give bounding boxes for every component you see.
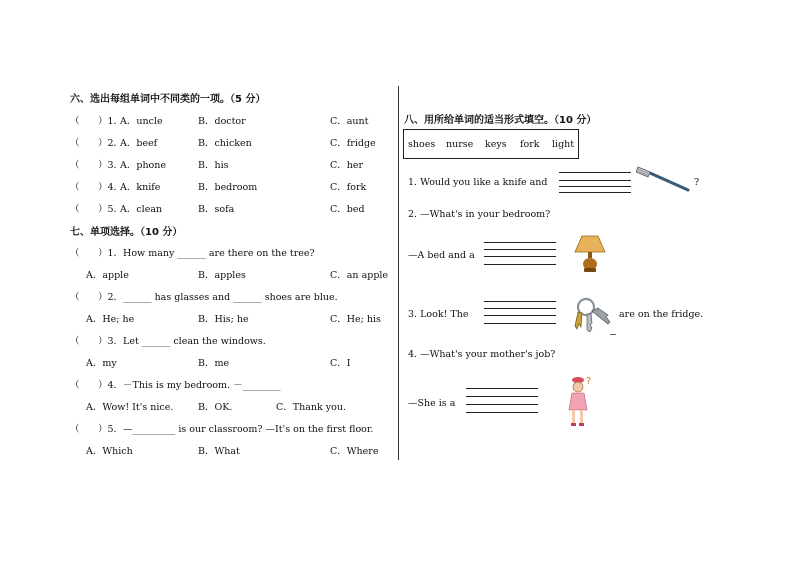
option-b: B．sofa [198, 204, 235, 215]
answer-paren[interactable]: （ [70, 160, 80, 171]
fill-question: 4. —What's your mother's job? [408, 349, 556, 360]
option-b: B．apples [198, 270, 246, 281]
option-c: C．fork [330, 182, 367, 193]
option-a: A．He; he [86, 314, 135, 325]
option-a: A．knife [120, 182, 161, 193]
option-b: B．What [198, 446, 240, 457]
answer-paren[interactable]: （ [70, 292, 80, 303]
svg-text:?: ? [586, 376, 592, 387]
column-divider [398, 86, 399, 460]
option-a: A．uncle [120, 116, 163, 127]
fill-answer-prompt: —A bed and a [408, 250, 475, 261]
question-text: ）4．－This is my bedroom. －________ [98, 380, 281, 391]
section7-title: 七、单项选择。（10 分） [70, 227, 183, 238]
word-bank-item: keys [485, 139, 507, 150]
option-a: A．beef [120, 138, 158, 149]
fill-question: 2. —What's in your bedroom? [408, 209, 551, 220]
answer-paren[interactable]: （ [70, 424, 80, 435]
nurse-icon [564, 374, 600, 428]
option-a: A．my [86, 358, 117, 369]
question-text: ）2．______ has glasses and ______ shoes are blue. [98, 292, 338, 303]
option-b: B．doctor [198, 116, 246, 127]
question-end: ? [694, 177, 700, 188]
option-c: C．Thank you. [276, 402, 347, 413]
word-bank-item: shoes [408, 139, 436, 150]
answer-paren[interactable]: （ [70, 138, 80, 149]
answer-paren[interactable]: （ [70, 204, 80, 215]
answer-paren[interactable]: （ [70, 336, 80, 347]
question-number: ）4． [98, 182, 124, 193]
question-number: ）1． [98, 116, 124, 127]
option-c: C．I [330, 358, 351, 369]
answer-paren[interactable]: （ [70, 380, 80, 391]
option-a: A．clean [120, 204, 163, 215]
answer-paren[interactable]: （ [70, 248, 80, 259]
option-c: C．her [330, 160, 364, 171]
option-a: A．phone [120, 160, 167, 171]
question-number: ）5． [98, 204, 124, 215]
option-c: C．fridge [330, 138, 376, 149]
question-text: ）5．—_________ is our classroom? —It's on the first floor. [98, 424, 374, 435]
question-number: ）2． [98, 138, 124, 149]
word-bank-item: fork [520, 139, 540, 150]
word-bank [403, 129, 579, 159]
question-number: ）3． [98, 160, 124, 171]
answer-paren[interactable]: （ [70, 116, 80, 127]
option-a: A．Which [86, 446, 133, 457]
fill-question: 1. Would you like a knife and [408, 177, 548, 188]
fill-answer-prompt: —She is a [408, 398, 456, 409]
option-b: B．His; he [198, 314, 249, 325]
option-b: B．OK. [198, 402, 233, 413]
section6-title: 六、选出每组单词中不同类的一项。（5 分） [70, 94, 266, 105]
option-c: C．bed [330, 204, 365, 215]
lamp-icon [572, 234, 608, 274]
option-b: B．bedroom [198, 182, 258, 193]
option-b: B．chicken [198, 138, 252, 149]
question-text: ）3．Let ______ clean the windows. [98, 336, 266, 347]
answer-paren[interactable]: （ [70, 182, 80, 193]
section8-title: 八、用所给单词的适当形式填空。（10 分） [404, 115, 597, 126]
option-c: C．aunt [330, 116, 369, 127]
option-a: A．apple [86, 270, 129, 281]
fill-question: 3. Look! The [408, 309, 469, 320]
word-bank-item: light [552, 139, 575, 150]
question-text: ）1．How many ______ are there on the tree? [98, 248, 315, 259]
keys-icon [570, 296, 620, 338]
fork-icon [636, 164, 692, 194]
option-a: A．Wow! It's nice. [86, 402, 174, 413]
option-b: B．me [198, 358, 230, 369]
option-c: C．Where [330, 446, 379, 457]
option-c: C．an apple [330, 270, 389, 281]
word-bank-item: nurse [446, 139, 474, 150]
option-b: B．his [198, 160, 229, 171]
option-c: C．He; his [330, 314, 381, 325]
question-end: are on the fridge. [619, 309, 704, 320]
